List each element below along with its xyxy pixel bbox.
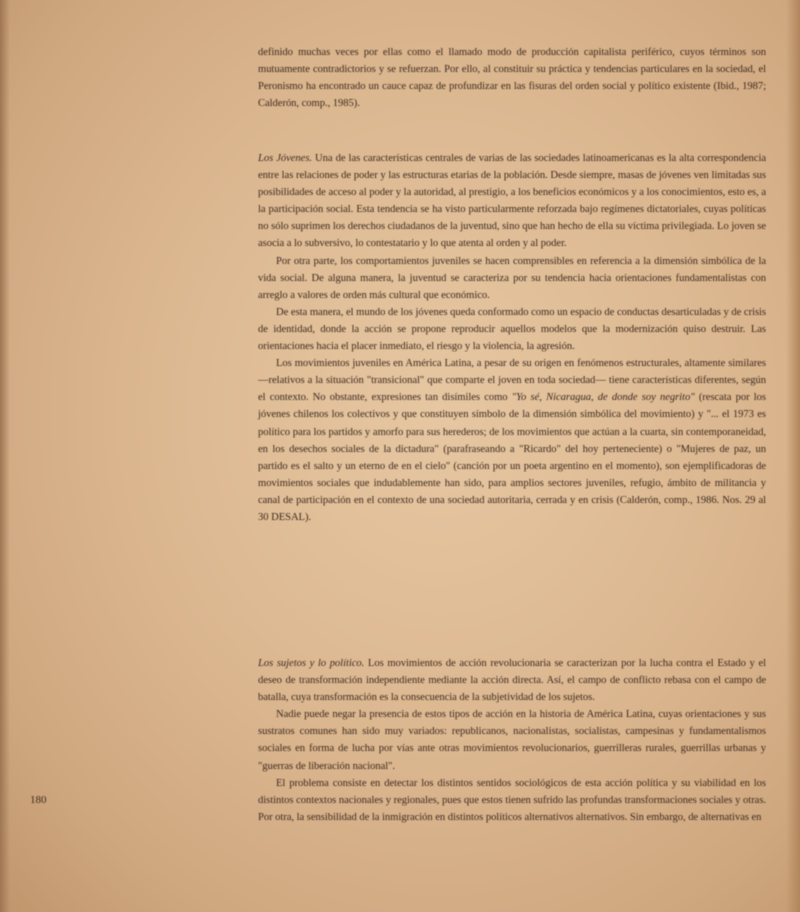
paragraph-jovenes-2: Por otra parte, los comportamientos juveniles se hacen comprensibles en referencia a la dimensión simbólica de la vida social. De alguna manera, la juventud se caracteriza por su tendencia hacia orientaciones fundamentalistas con arreglo a valores de orden más cultural que económico. — [258, 255, 766, 301]
paragraph-sujetos-1 — [258, 655, 766, 706]
section-heading-sujetos: Los sujetos y lo político. — [258, 658, 365, 669]
section-sujetos — [258, 655, 766, 826]
section-jovenes — [258, 150, 766, 526]
paragraph-text: Una de las características centrales de varias de las sociedades latinoamericanas es la alta correspondencia entre las relaciones de poder y las estructuras etarias de la población. Desde siempre, masas de jóvenes ven limitadas sus posibilidades de acceso al poder y la autoridad, al prestigio, a los beneficios económicos y a los conocimientos, esto es, a la participación social. Esta tendencia se ha visto particularmente reforzada bajo regímenes dictatoriales, cuyas políticas no sólo suprimen los derechos ciudadanos de la juventud, sino que han hecho de ella su víctima privilegiada. Lo joven se asocia a lo subversivo, lo contestatario y lo que atenta al orden y al poder. — [258, 153, 766, 250]
paragraph-sujetos-2: Nadie puede negar la presencia de estos tipos de acción en la historia de América Latina, cuyas orientaciones y sus sustratos comunes han sido muy variados: republicanos, nacionalistas, socialistas, campesinas y fundamentalismos sociales en forma de lucha por vías ante otras movimientos revolucionarios, guerrilleras rurales, guerrillas urbanas y "guerras de liberación nacional". — [258, 709, 766, 772]
page-number: 180 — [30, 794, 47, 806]
paragraph-top — [258, 44, 766, 112]
paragraph-text: (rescata por los jóvenes chilenos los colectivos y que constituyen símbolo de la dimensión simbólica del movimiento) y "... el 1973 es político para los partidos y amorfo para sus herederos; de los movimientos que actúan a la cuarta, sin contemporaneidad, en los desechos sociales de la dictadura" (parafraseando a "Ricardo" del hoy perteneciente) o "Mujeres de paz, un partido es el salto y un eterno de en el cielo" (canción por un poeta argentino en el momento), son ejemplificadoras de movimientos sociales que indudablemente han sido, para amplios sectores juveniles, refugio, ámbito de militancia y canal de participación en el contexto de una sociedad autoritaria, cerrada y en crisis (Calderón, comp., 1986. Nos. 29 al 30 DESAL). — [258, 392, 766, 523]
section-heading-jovenes: Los Jóvenes. — [258, 153, 312, 164]
paragraph-jovenes-4 — [258, 355, 766, 526]
paragraph-jovenes-1 — [258, 150, 766, 253]
paragraph-text: Los movimientos juveniles en América Latina, a pesar de su origen en fenómenos estructurales, altamente similares —relativos a la situación "transicional" que comparte el joven en toda sociedad— tiene características diferentes, según el contexto. No obstante, expresiones tan disímiles como — [258, 358, 766, 404]
quoted-song: "Yo sé, Nicaragua, de donde soy negrito" — [511, 392, 695, 404]
paragraph-text: Los movimientos de acción revolucionaria se caracterizan por la lucha contra el Estado y el deseo de transformación independiente mediante la acción directa. Así, el campo de conflicto rebasa con el campo de batalla, cuya transformación es la consecuencia de la subjetividad de los sujetos. — [258, 658, 766, 704]
paragraph-jovenes-3: De esta manera, el mundo de los jóvenes queda conformado como un espacio de conductas desarticuladas y de crisis de identidad, donde la acción se propone reproducir aquellos modelos que la modernización quiso destruir. Las orientaciones hacia el placer inmediato, el riesgo y la violencia, la agresión. — [258, 306, 766, 353]
paragraph-sujetos-3: El problema consiste en detectar los distintos sentidos sociológicos de esta acción política y su viabilidad en los distintos contextos nacionales y regionales, pues que estos tienen sufrido las profundas transformaciones sociales y otras. Por otra, la sensibilidad de la inmigración en distintos políticos alternativos alternativos. Sin embargo, de alternativas en — [258, 777, 766, 823]
paragraph-text: definido muchas veces por ellas como el llamado modo de producción capitalista periférico, cuyos términos son mutuamente contradictorios y se refuerzan. Por ello, al constituir su práctica y tendencias particulares en la sociedad, el Peronismo ha encontrado un cauce capaz de profundizar en las fisuras del orden social y político existente (Ibid., 1987; Calderón, comp., 1985). — [258, 47, 766, 110]
